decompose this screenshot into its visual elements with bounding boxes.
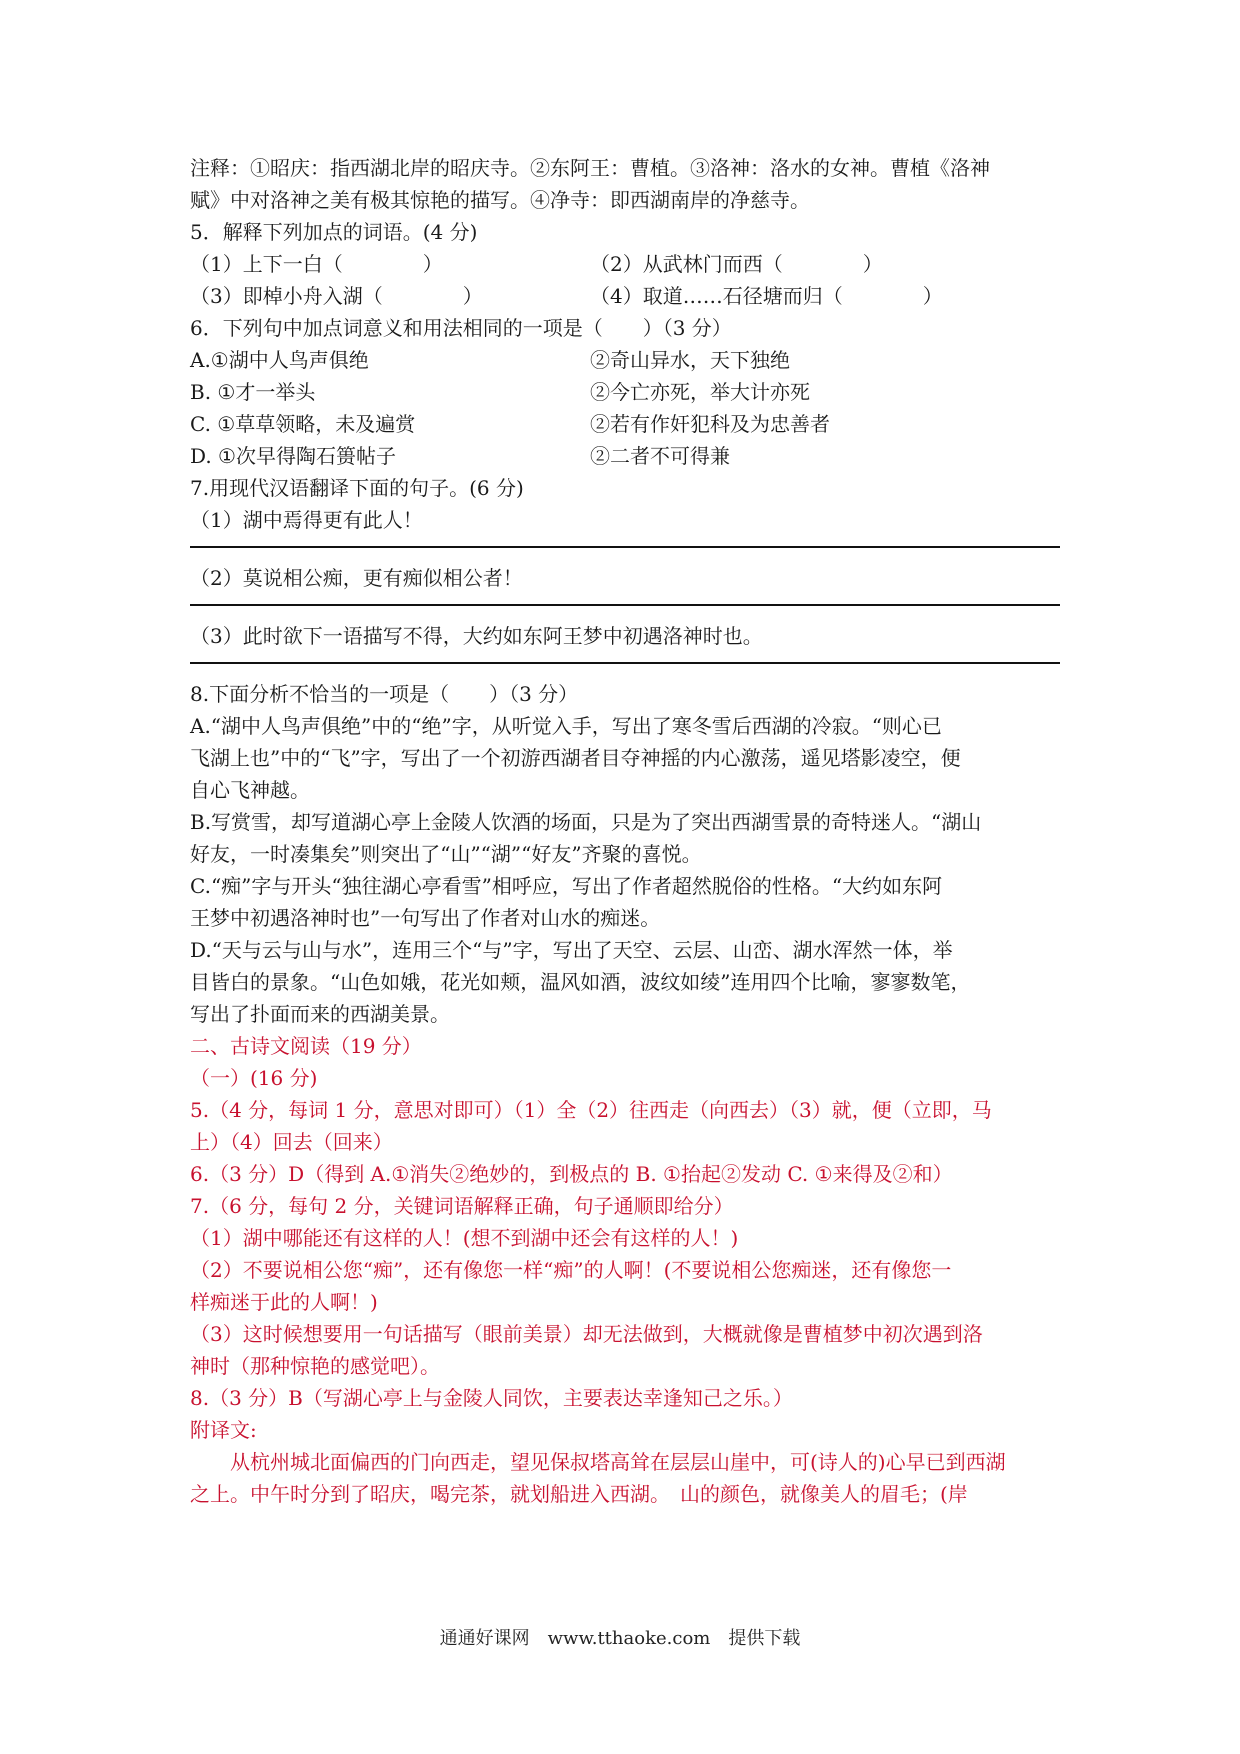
q8-a-line-1: A.“湖中人鸟声俱绝”中的“绝”字，从听觉入手，写出了寒冬雪后西湖的冷寂。“则心已: [190, 714, 942, 738]
q5-item-3: （3）即棹小舟入湖（ ）: [190, 284, 483, 308]
q7-item-2: （2）莫说相公痴，更有痴似相公者！: [190, 566, 523, 590]
q5-item-2: （2）从武林门而西（ ）: [590, 252, 883, 276]
answer-5-line-2: 上）（4）回去（回来）: [190, 1130, 393, 1154]
translation-line-1: 从杭州城北面偏西的门向西走，望见保叔塔高耸在层层山崖中，可(诗人的)心早已到西湖: [230, 1450, 1006, 1474]
document-body: [190, 152, 1060, 1510]
q6-option-c-1: C. ①草草领略，未及遍赏: [190, 412, 416, 436]
answers-section-title: 二、古诗文阅读（19 分）: [190, 1034, 422, 1058]
q6-title: 6．下列句中加点词意义和用法相同的一项是（ ）（3 分）: [190, 316, 732, 340]
answer-7-3-line-1: （3）这时候想要用一句话描写（眼前美景）却无法做到，大概就像是曹植梦中初次遇到洛: [190, 1322, 983, 1346]
q7-title: 7.用现代汉语翻译下面的句子。(6 分): [190, 476, 524, 500]
q8-title: 8.下面分析不恰当的一项是（ ）（3 分）: [190, 682, 579, 706]
answer-8: 8.（3 分）B（写湖心亭上与金陵人同饮，主要表达幸逢知己之乐。）: [190, 1386, 793, 1410]
answer-7-2-line-2: 样痴迷于此的人啊！): [190, 1290, 378, 1314]
answer-7-title: 7.（6 分，每句 2 分，关键词语解释正确，句子通顺即给分）: [190, 1194, 734, 1218]
notes-line-1: 注释：①昭庆：指西湖北岸的昭庆寺。②东阿王：曹植。③洛神：洛水的女神。曹植《洛神: [190, 156, 990, 180]
answer-7-3-line-2: 神时（那种惊艳的感觉吧）。: [190, 1354, 440, 1378]
answer-7-2-line-1: （2）不要说相公您“痴”，还有像您一样“痴”的人啊！(不要说相公您痴迷，还有像您一: [190, 1258, 952, 1282]
q5-item-1: （1）上下一白（ ）: [190, 252, 443, 276]
answers-subtitle: （一）(16 分): [190, 1066, 318, 1090]
translation-title: 附译文:: [190, 1418, 257, 1442]
q8-d-line-2: 目皆白的景象。“山色如娥，花光如颊，温风如酒，波纹如绫”连用四个比喻，寥寥数笔，: [190, 970, 971, 994]
answer-line-1: [190, 546, 1060, 548]
q6-option-b-2: ②今亡亦死，举大计亦死: [590, 380, 810, 404]
q6-option-a-2: ②奇山异水，天下独绝: [590, 348, 790, 372]
q6-option-d: [190, 440, 1060, 472]
answer-6: 6.（3 分）D（得到 A.①消失②绝妙的，到极点的 B. ①抬起②发动 C. ①来得及②和）: [190, 1162, 953, 1186]
q8-b-line-2: 好友，一时凑集矣”则突出了“山”“湖”“好友”齐聚的喜悦。: [190, 842, 702, 866]
q5-title: 5．解释下列加点的词语。(4 分): [190, 220, 478, 244]
q6-option-b: [190, 376, 1060, 408]
q6-option-a-1: A.①湖中人鸟声俱绝: [190, 348, 369, 372]
q8-b-line-1: B.写赏雪，却写道湖心亭上金陵人饮酒的场面，只是为了突出西湖雪景的奇特迷人。“湖山: [190, 810, 982, 834]
q6-option-c: [190, 408, 1060, 440]
q6-option-d-1: D. ①次早得陶石篑帖子: [190, 444, 396, 468]
answer-line-3: [190, 662, 1060, 664]
q6-option-a: [190, 344, 1060, 376]
page-footer: 通通好课网 www.tthaoke.com 提供下载: [439, 1628, 801, 1649]
answer-5-line-1: 5.（4 分，每词 1 分，意思对即可）（1）全（2）往西走（向西去）（3）就，便（立即，马: [190, 1098, 992, 1122]
q7-item-1: （1）湖中焉得更有此人！: [190, 508, 423, 532]
q8-c-line-2: 王梦中初遇洛神时也”一句写出了作者对山水的痴迷。: [190, 906, 661, 930]
q5-item-4: （4）取道……石径塘而归（ ）: [590, 284, 943, 308]
q8-a-line-3: 自心飞神越。: [190, 778, 310, 802]
q8-c-line-1: C.“痴”字与开头“独往湖心亭看雪”相呼应，写出了作者超然脱俗的性格。“大约如东阿: [190, 874, 943, 898]
answer-line-2: [190, 604, 1060, 606]
translation-line-2: 之上。中午时分到了昭庆，喝完茶，就划船进入西湖。 山的颜色，就像美人的眉毛；(岸: [190, 1482, 968, 1506]
q6-option-b-1: B. ①才一举头: [190, 380, 316, 404]
q8-d-line-1: D.“天与云与山与水”，连用三个“与”字，写出了天空、云层、山峦、湖水浑然一体，举: [190, 938, 953, 962]
q5-row-1: [190, 248, 1060, 280]
q6-option-d-2: ②二者不可得兼: [590, 444, 730, 468]
q8-a-line-2: 飞湖上也”中的“飞”字，写出了一个初游西湖者目夺神摇的内心激荡，遥见塔影凌空，便: [190, 746, 961, 770]
q5-row-2: [190, 280, 1060, 312]
answer-7-1: （1）湖中哪能还有这样的人！(想不到湖中还会有这样的人！): [190, 1226, 739, 1250]
notes-line-2: 赋》中对洛神之美有极其惊艳的描写。④净寺：即西湖南岸的净慈寺。: [190, 188, 810, 212]
q7-item-3: （3）此时欲下一语描写不得，大约如东阿王梦中初遇洛神时也。: [190, 624, 763, 648]
q8-d-line-3: 写出了扑面而来的西湖美景。: [190, 1002, 450, 1026]
q6-option-c-2: ②若有作奸犯科及为忠善者: [590, 412, 830, 436]
